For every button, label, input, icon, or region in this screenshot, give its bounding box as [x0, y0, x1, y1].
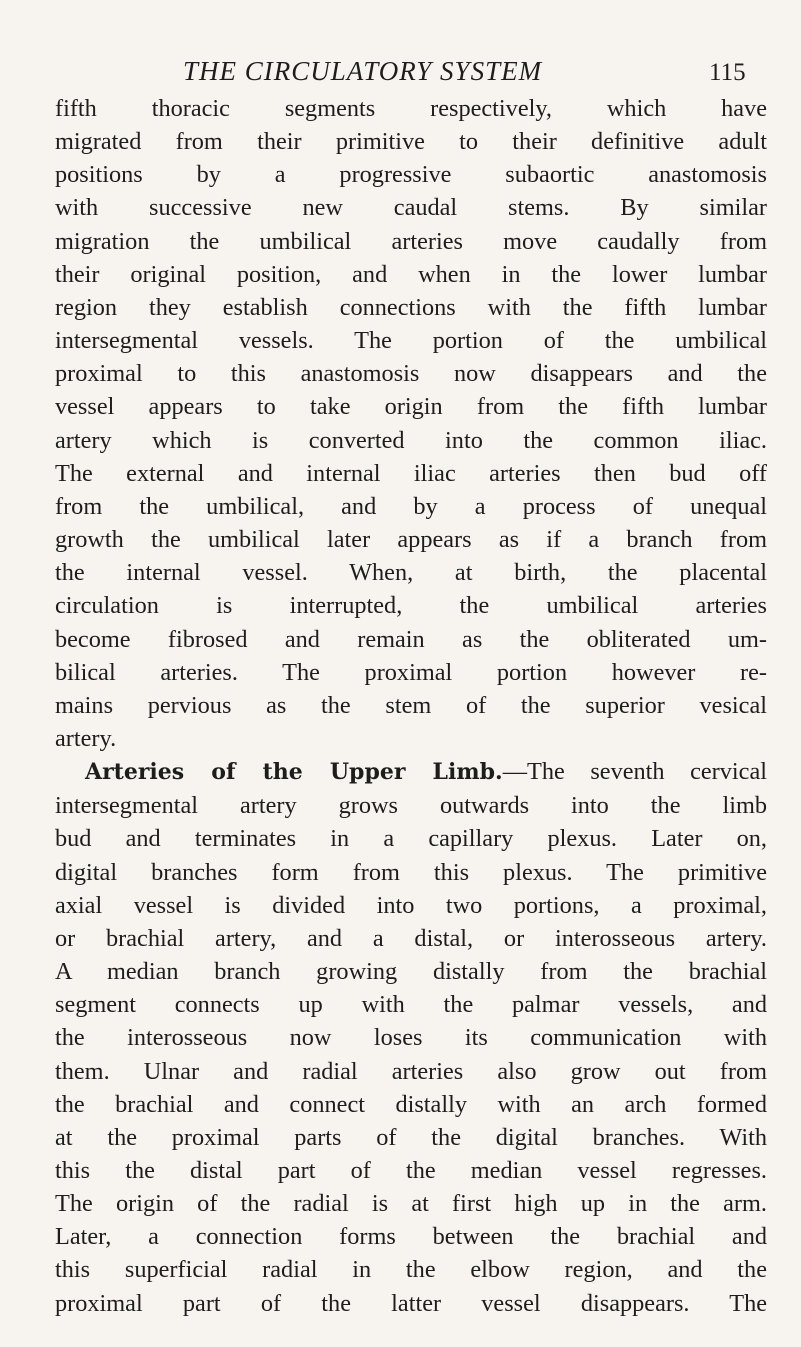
text-line: region they establish connections with the fifth lumbar	[55, 293, 767, 321]
text-line: this superficial radial in the elbow region, and the	[55, 1256, 767, 1284]
text-line: become fibrosed and remain as the obliterated um-	[55, 625, 767, 653]
text-line: circulation is interrupted, the umbilical arteries	[55, 592, 767, 620]
text-line: artery.	[55, 724, 117, 752]
text-line: the brachial and connect distally with an arch formed	[55, 1090, 767, 1118]
paragraph-umbilical-arteries	[55, 92, 767, 755]
text-line: from the umbilical, and by a process of unequal	[55, 492, 767, 520]
text-line: digital branches form from this plexus. The primitive	[55, 858, 767, 886]
section-first-line	[55, 755, 767, 789]
section-heading: Arteries of the Upper Limb.	[85, 759, 503, 786]
text-line: mains pervious as the stem of the superior vesical	[55, 691, 767, 719]
text-line: bilical arteries. The proximal portion however re-	[55, 658, 767, 686]
text-line: the internal vessel. When, at birth, the placental	[55, 559, 767, 587]
text-line: growth the umbilical later appears as if a branch from	[55, 526, 767, 554]
text-line: artery which is converted into the common iliac.	[55, 426, 767, 454]
body-text	[55, 92, 767, 1320]
text-line: intersegmental artery grows outwards into the limb	[55, 792, 767, 820]
text-line: with successive new caudal stems. By similar	[55, 194, 767, 222]
text-line: vessel appears to take origin from the fifth lumbar	[55, 393, 767, 421]
text-line: their original position, and when in the lower lumbar	[55, 260, 767, 288]
text-line: the interosseous now loses its communication with	[55, 1024, 767, 1052]
text-line: proximal part of the latter vessel disappears. The	[55, 1289, 767, 1317]
text-line: positions by a progressive subaortic anastomosis	[55, 161, 767, 189]
text-line: The origin of the radial is at first high up in the arm.	[55, 1190, 767, 1218]
text-line: migration the umbilical arteries move caudally from	[55, 227, 767, 255]
paragraph-upper-limb-arteries	[55, 755, 767, 1320]
text-line: Later, a connection forms between the brachial and	[55, 1223, 767, 1251]
text-line: or brachial artery, and a distal, or interosseous artery.	[55, 924, 767, 952]
text-line: The external and internal iliac arteries then bud off	[55, 459, 767, 487]
text-line: axial vessel is divided into two portions, a proximal,	[55, 891, 767, 919]
text-line: migrated from their primitive to their definitive adult	[55, 128, 767, 156]
text-line: bud and terminates in a capillary plexus. Later on,	[55, 825, 767, 853]
running-head: THE CIRCULATORY SYSTEM	[183, 56, 543, 86]
page-number: 115	[709, 59, 746, 86]
text-line: A median branch growing distally from the brachial	[55, 958, 767, 986]
text-line: them. Ulnar and radial arteries also grow out from	[55, 1057, 767, 1085]
text-line: intersegmental vessels. The portion of the umbilical	[55, 327, 767, 355]
text-fragment: —The seventh cervical	[502, 758, 767, 786]
text-line: at the proximal parts of the digital branches. With	[55, 1123, 767, 1151]
text-line: proximal to this anastomosis now disappears and the	[55, 360, 767, 388]
text-line: segment connects up with the palmar vessels, and	[55, 991, 767, 1019]
text-line: fifth thoracic segments respectively, which have	[55, 95, 767, 122]
text-line: this the distal part of the median vessel regresses.	[55, 1157, 767, 1184]
